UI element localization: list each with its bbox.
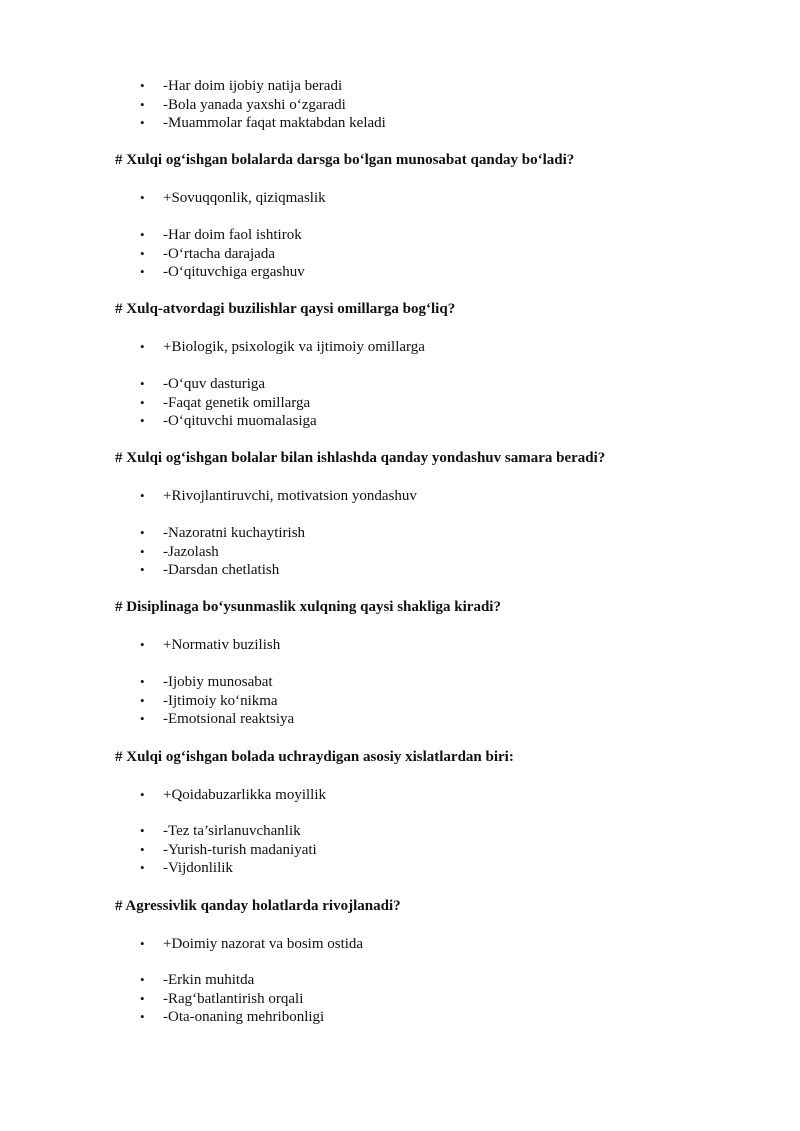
list-item [0,245,800,264]
bullet-icon: • [140,227,145,242]
bullet-icon: • [140,674,145,689]
option-text: -O‘qituvchi muomalasiga [163,413,317,430]
bullet-icon: • [140,339,145,354]
question-heading: # Disiplinaga bo‘ysunmaslik xulqning qaysi shakliga kiradi? [115,599,501,615]
bullet-icon: • [140,990,145,1006]
options-list [0,524,800,580]
list-item [0,77,800,96]
option-text: -Nazoratni kuchaytirish [163,525,306,541]
bullet-icon: • [140,841,145,857]
list-item [0,263,800,282]
bullet-icon: • [140,264,145,280]
options-list [0,375,800,431]
list-item [0,971,800,990]
bullet-icon: • [140,525,145,540]
question-heading: # Agressivlik qanday holatlarda rivojlanadi? [115,898,401,914]
correct-answer [0,935,800,953]
question-heading: # Xulqi og‘ishgan bolalarda darsga bo‘lgan munosabat qanday bo‘ladi? [115,152,575,168]
list-item [0,96,800,115]
list-item [0,692,800,711]
question-heading: # Xulq-atvordagi buzilishlar qaysi omillarga bog‘liq? [115,301,456,317]
options-list [0,673,800,729]
question-heading: # Xulqi og‘ishgan bolada uchraydigan asosiy xislatlardan biri: [115,749,514,765]
bullet-icon: • [140,562,145,578]
correct-answer-text: +Rivojlantiruvchi, motivatsion yondashuv [163,488,417,504]
option-text: -O‘qituvchiga ergashuv [163,264,305,281]
option-text: -Bola yanada yaxshi o‘zgaradi [163,96,346,113]
bullet-icon: • [140,190,145,205]
leading-options-list [0,77,800,133]
list-item [0,841,800,860]
correct-answer-text: +Sovuqqonlik, qiziqmaslik [163,190,326,206]
list-item [0,822,800,841]
bullet-icon: • [140,245,145,261]
option-text: -Ijobiy munosabat [163,674,273,690]
list-item [0,710,800,729]
options-list [0,822,800,878]
bullet-icon: • [140,543,145,559]
bullet-icon: • [140,488,145,503]
option-text: -Erkin muhitda [163,972,255,988]
correct-answer-text: +Doimiy nazorat va bosim ostida [163,936,364,952]
option-text: -Muammolar faqat maktabdan keladi [163,115,386,132]
option-text: -Yurish-turish madaniyati [163,841,317,858]
list-item [0,1008,800,1027]
option-text: -Jazolash [163,543,219,560]
list-item [0,226,800,245]
list-item [0,543,800,562]
list-item [0,375,800,394]
list-item [0,561,800,580]
correct-answer [0,636,800,654]
option-text: -Darsdan chetlatish [163,562,280,579]
bullet-icon: • [140,115,145,131]
bullet-icon: • [140,972,145,987]
option-text: -Vijdonlilik [163,860,233,877]
bullet-icon: • [140,394,145,410]
correct-answer-text: +Biologik, psixologik va ijtimoiy omillarga [163,339,425,355]
option-text: -Ijtimoiy ko‘nikma [163,692,278,709]
bullet-icon: • [140,78,145,93]
bullet-icon: • [140,96,145,112]
option-text: -Tez ta’sirlanuvchanlik [163,823,301,839]
bullet-icon: • [140,860,145,876]
correct-answer [0,338,800,356]
bullet-icon: • [140,823,145,838]
correct-answer [0,487,800,505]
correct-answer-text: +Qoidabuzarlikka moyillik [163,787,327,803]
correct-answer [0,786,800,804]
option-text: -Rag‘batlantirish orqali [163,990,304,1007]
list-item [0,394,800,413]
question-heading: # Xulqi og‘ishgan bolalar bilan ishlashda qanday yondashuv samara beradi? [115,450,606,466]
list-item [0,859,800,878]
option-text: -Emotsional reaktsiya [163,711,295,728]
bullet-icon: • [140,936,145,951]
option-text: -Faqat genetik omillarga [163,394,311,411]
list-item [0,990,800,1009]
list-item [0,114,800,133]
bullet-icon: • [140,413,145,429]
option-text: -Har doim ijobiy natija beradi [163,78,343,94]
option-text: -O‘quv dasturiga [163,376,266,392]
bullet-icon: • [140,637,145,652]
correct-answer-text: +Normativ buzilish [163,637,281,653]
bullet-icon: • [140,787,145,802]
bullet-icon: • [140,376,145,391]
list-item [0,412,800,431]
option-text: -Ota-onaning mehribonligi [163,1009,325,1026]
options-list [0,226,800,282]
option-text: -O‘rtacha darajada [163,245,276,262]
option-text: -Har doim faol ishtirok [163,227,302,243]
correct-answer [0,189,800,207]
list-item [0,673,800,692]
bullet-icon: • [140,1009,145,1025]
bullet-icon: • [140,711,145,727]
bullet-icon: • [140,692,145,708]
list-item [0,524,800,543]
options-list [0,971,800,1027]
